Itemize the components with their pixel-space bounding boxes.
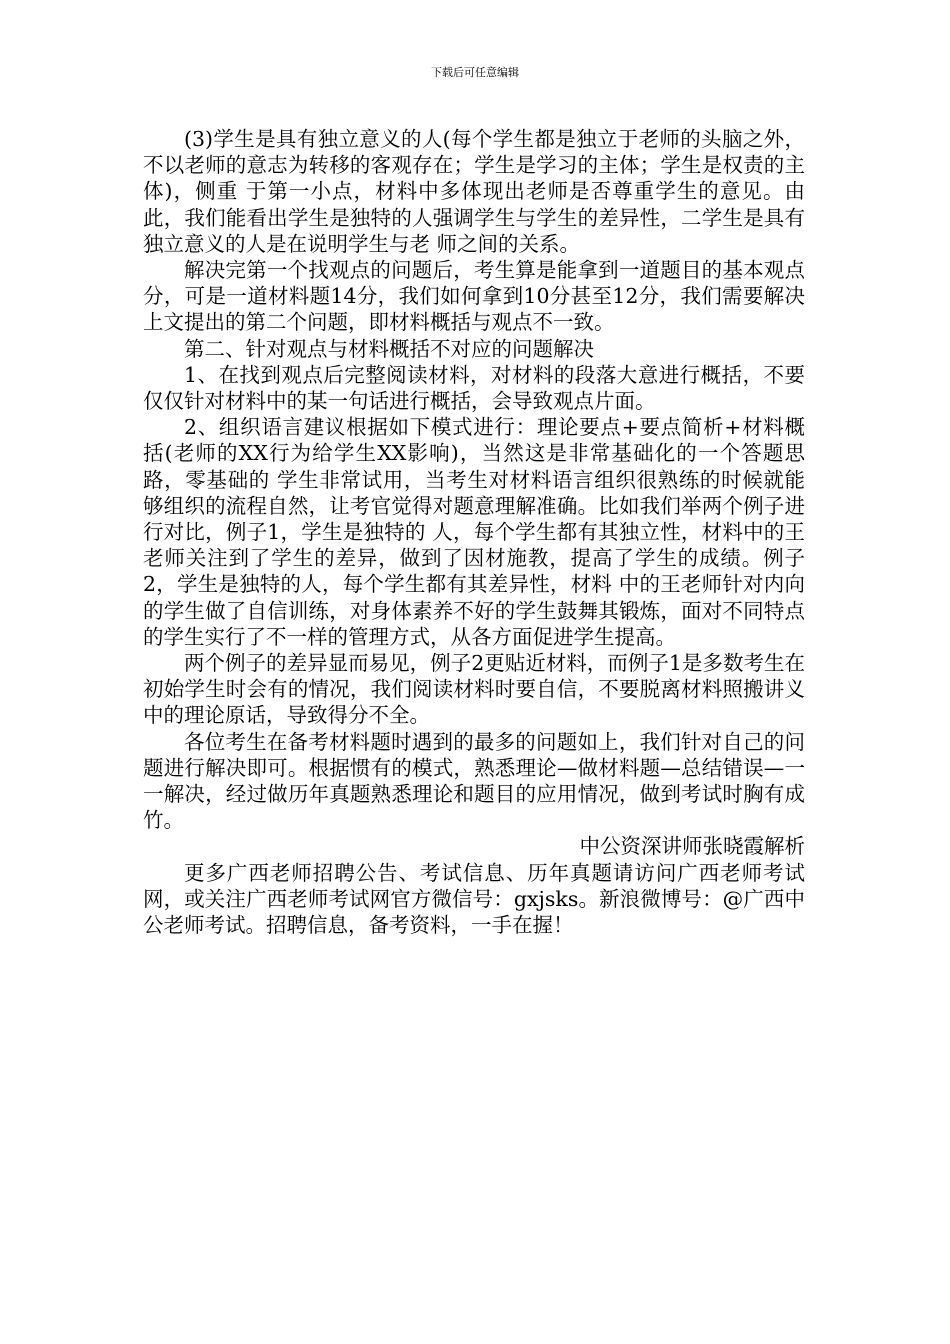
- paragraph-summary: 各位考生在备考材料题时遇到的最多的问题如上，我们针对自己的问题进行解决即可。根据惯有的模式，熟悉理论—做材料题—总结错误—一一解决，经过做历年真题熟悉理论和题目的应用情况，做到考试时胸有成竹。: [143, 729, 805, 833]
- paragraph-point-2: 2、组织语言建议根据如下模式进行：理论要点+要点简析+材料概括(老师的XX行为给学生XX影响)，当然这是非常基础化的一个答题思路，零基础的 学生非常试用，当考生对材料语言组织很熟练的时候就能够组织的流程自然，让考官觉得对题意理解准确。比如我们举两个例子进行对比，例子1，学生是独特的 人，每个学生都有其独立性，材料中的王老师关注到了学生的差异，做到了因材施教，提高了学生的成绩。例子2，学生是独特的人，每个学生都有其差异性，材料 中的王老师针对内向的学生做了自信训练，对身体素养不好的学生鼓舞其锻炼，面对不同特点的学生实行了不一样的管理方式，从各方面促进学生提高。: [143, 415, 805, 649]
- paragraph-student-independence: (3)学生是具有独立意义的人(每个学生都是独立于老师的头脑之外，不以老师的意志为转移的客观存在；学生是学习的主体；学生是权责的主体)，侧重 于第一小点，材料中多体现出老师是否尊重学生的意见。由此，我们能看出学生是独特的人强调学生与学生的差异性，二学生是具有独立意义的人是在说明学生与老 师之间的关系。: [143, 127, 805, 256]
- paragraph-examples-comparison: 两个例子的差异显而易见，例子2更贴近材料，而例子1是多数考生在初始学生时会有的情况，我们阅读材料时要自信，不要脱离材料照搬讲义中的理论原话，导致得分不全。: [143, 651, 805, 728]
- document-body: [143, 126, 805, 938]
- paragraph-point-1: 1、在找到观点后完整阅读材料，对材料的段落大意进行概括，不要仅仅针对材料中的某一句话进行概括，会导致观点片面。: [143, 362, 805, 414]
- section-heading-second: 第二、针对观点与材料概括不对应的问题解决: [184, 336, 594, 361]
- paragraph-closing-promo: 更多广西老师招聘公告、考试信息、历年真题请访问广西老师考试网，或关注广西老师考试网官方微信号：gxjsks。新浪微博号：@广西中公老师考试。招聘信息，备考资料，一手在握！: [143, 860, 805, 938]
- author-attribution: 中公资深讲师张晓霞解析: [579, 834, 805, 859]
- header-note: 下载后可任意编辑: [431, 66, 519, 79]
- paragraph-score-problem: 解决完第一个找观点的问题后，考生算是能拿到一道题目的基本观点分，可是一道材料题14分，我们如何拿到10分甚至12分，我们需要解决上文提出的第二个问题，即材料概括与观点不一致。: [143, 258, 805, 335]
